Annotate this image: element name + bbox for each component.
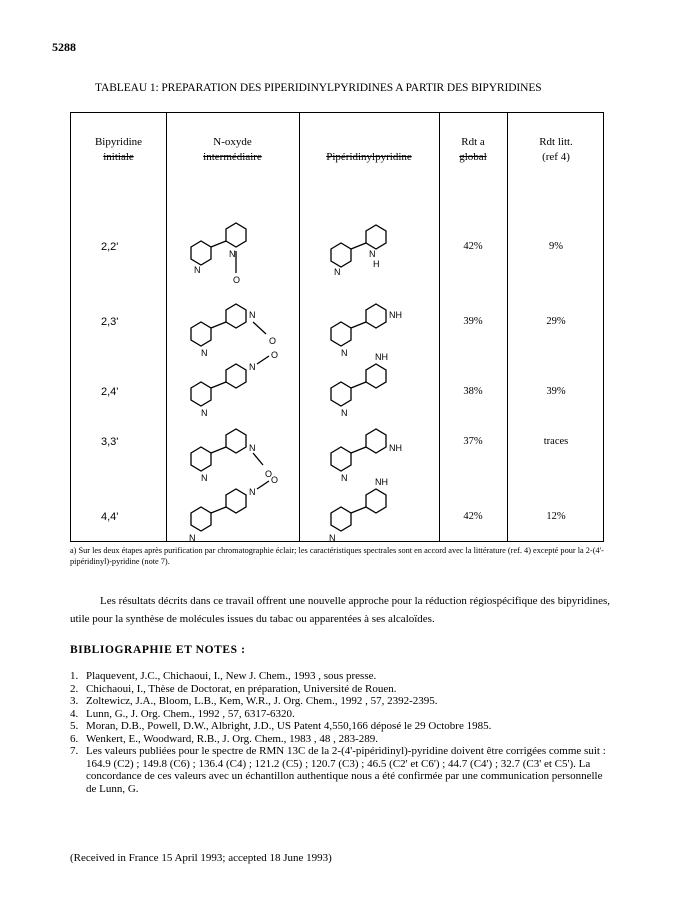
reference-number: 5.	[70, 720, 79, 732]
reference-item	[70, 733, 610, 746]
n-oxide-44-structure	[171, 473, 296, 553]
header-n-oxyde-label: N-oxyde	[213, 136, 252, 148]
n-atom-label: N	[249, 443, 256, 453]
nh-group-label: NH	[389, 443, 402, 453]
o-atom-label: O	[233, 275, 241, 285]
reference-number: 6.	[70, 732, 79, 745]
reference-text: Lunn, G., J. Org. Chem., 1992 , 57, 6317-6320.	[86, 707, 295, 720]
header-n-oxyde-sub: intermédiaire	[203, 151, 262, 163]
row-yield: 37%	[463, 436, 483, 447]
nh-group-label: NH	[375, 352, 388, 362]
header-bipyridine-sub: initiale	[103, 151, 134, 163]
reference-item	[70, 695, 610, 708]
reference-text: Zoltewicz, J.A., Bloom, L.B., Kem, W.R., J. Org. Chem., 1992 , 57, 2392-2395.	[86, 695, 438, 707]
reference-text: Plaquevent, J.C., Chichaoui, I., New J. Chem., 1993 , sous presse.	[86, 670, 377, 682]
piperidinylpyridine-22-structure	[311, 211, 431, 291]
reference-item	[70, 708, 610, 721]
o-atom-label: O	[271, 350, 279, 360]
row-yield: 42%	[463, 511, 483, 522]
n-atom-label: N	[341, 348, 348, 358]
column-divider	[299, 113, 300, 541]
header-bipyridine-label: Bipyridine	[94, 136, 143, 148]
reference-number: 7.	[70, 745, 79, 757]
reference-text: Wenkert, E., Woodward, R.B., J. Org. Chem., 1983 , 48 , 283-289.	[86, 732, 379, 745]
h-atom-label: H	[373, 259, 380, 269]
row-yield: 42%	[463, 241, 483, 252]
reference-item	[70, 670, 610, 683]
row-yield: 39%	[463, 316, 483, 327]
header-rdt-global	[439, 135, 507, 165]
reference-text: Moran, D.B., Powell, D.W., Albright, J.D., US Patent 4,550,166 déposé le 29 Octobre 1985.	[86, 720, 492, 732]
o-atom-label: O	[269, 336, 277, 346]
o-atom-label: O	[271, 475, 279, 485]
reference-text: Les valeurs publiées pour le spectre de RMN 13C de la 2-(4'-pipéridinyl)-pyridine doivent être corrigées comme suit : 164.9 (C2) ; 149.8 (C6) ; 136.4 (C4) ; 121.2 (C5) ; 120.7 (C3) ; 46.5 (C2' et C6') ; 44.7 (C4') ; 32.7 (C3' et C5'). La concordance de ces valeurs avec un échantillon authentique nous a été confirmée par une communication personnelle de Lunn, G.	[86, 745, 606, 795]
row-bipyridine-label: 2,4'	[101, 386, 119, 398]
column-divider	[507, 113, 508, 541]
reference-number: 1.	[70, 670, 79, 682]
n-atom-label: N	[249, 487, 256, 497]
nh-group-label: NH	[375, 477, 388, 487]
header-n-oxyde	[166, 135, 299, 165]
column-divider	[166, 113, 167, 541]
row-bipyridine-label: 2,2'	[101, 241, 119, 253]
header-rdt-sub: global	[459, 151, 487, 163]
header-rdt-label: Rdt a	[461, 136, 485, 148]
reference-number: 3.	[70, 695, 79, 707]
table-title: TABLEAU 1: PREPARATION DES PIPERIDINYLPYRIDINES A PARTIR DES BIPYRIDINES	[95, 82, 542, 94]
bibliography-heading: BIBLIOGRAPHIE ET NOTES :	[70, 644, 246, 656]
row-bipyridine-label: 2,3'	[101, 316, 119, 328]
reference-number: 4.	[70, 707, 79, 720]
reference-item	[70, 683, 610, 696]
n-atom-label: N	[369, 249, 376, 259]
row-yield-litt: 39%	[546, 386, 566, 397]
row-bipyridine-label: 3,3'	[101, 436, 119, 448]
n-atom-label: N	[189, 533, 196, 543]
table-footnote: a) Sur les deux étapes après purification par chromatographie éclair; les caractéristiques spectrales sont en accord avec la littérature (ref. 4) excepté pour la 2-(4'-pipéridinyl)-pyridine (note 7).	[70, 546, 604, 566]
results-table	[70, 112, 604, 542]
reference-text: Chichaoui, I., Thèse de Doctorat, en préparation, Université de Rouen.	[86, 682, 397, 695]
header-rdt-litt-label: Rdt litt.	[539, 136, 573, 148]
n-oxide-22-structure	[171, 211, 291, 291]
n-atom-label: N	[249, 310, 256, 320]
n-atom-label: N	[334, 267, 341, 277]
n-atom-label: N	[341, 408, 348, 418]
row-bipyridine-label: 4,4'	[101, 511, 119, 523]
n-atom-label: N	[329, 533, 336, 543]
page-number: 5288	[52, 40, 76, 54]
conclusion-paragraph: Les résultats décrits dans ce travail offrent une nouvelle approche pour la réduction régiospécifique des bipyridines, utile pour la synthèse de molécules issues du tabac ou apparentées à ses alcaloïdes.	[70, 595, 610, 625]
received-date-note: (Received in France 15 April 1993; accepted 18 June 1993)	[70, 852, 332, 864]
header-bipyridine	[71, 135, 166, 165]
row-yield-litt: 29%	[546, 316, 566, 327]
row-yield-litt: 9%	[549, 241, 563, 252]
n-atom-label: N	[201, 348, 208, 358]
header-piperidinylpyridine-label: Pipéridinylpyridine	[326, 151, 412, 163]
n-atom-label: N	[341, 473, 348, 483]
reference-list	[70, 670, 610, 795]
n-atom-label: N	[194, 265, 201, 275]
row-yield-litt: 12%	[546, 511, 566, 522]
reference-item	[70, 720, 610, 733]
piperidinylpyridine-44-structure	[311, 473, 436, 553]
n-atom-label: N	[201, 473, 208, 483]
row-yield-litt: traces	[543, 436, 569, 447]
column-divider	[439, 113, 440, 541]
header-piperidinylpyridine	[299, 150, 439, 165]
reference-number: 2.	[70, 682, 79, 695]
row-yield: 38%	[463, 386, 483, 397]
n-atom-label: N	[229, 249, 236, 259]
o-atom-label: O	[265, 469, 273, 479]
header-rdt-litt-sub: (ref 4)	[542, 151, 570, 163]
n-atom-label: N	[201, 408, 208, 418]
reference-item	[70, 745, 610, 795]
n-atom-label: N	[249, 362, 256, 372]
header-rdt-litt	[507, 135, 605, 165]
nh-group-label: NH	[389, 310, 402, 320]
